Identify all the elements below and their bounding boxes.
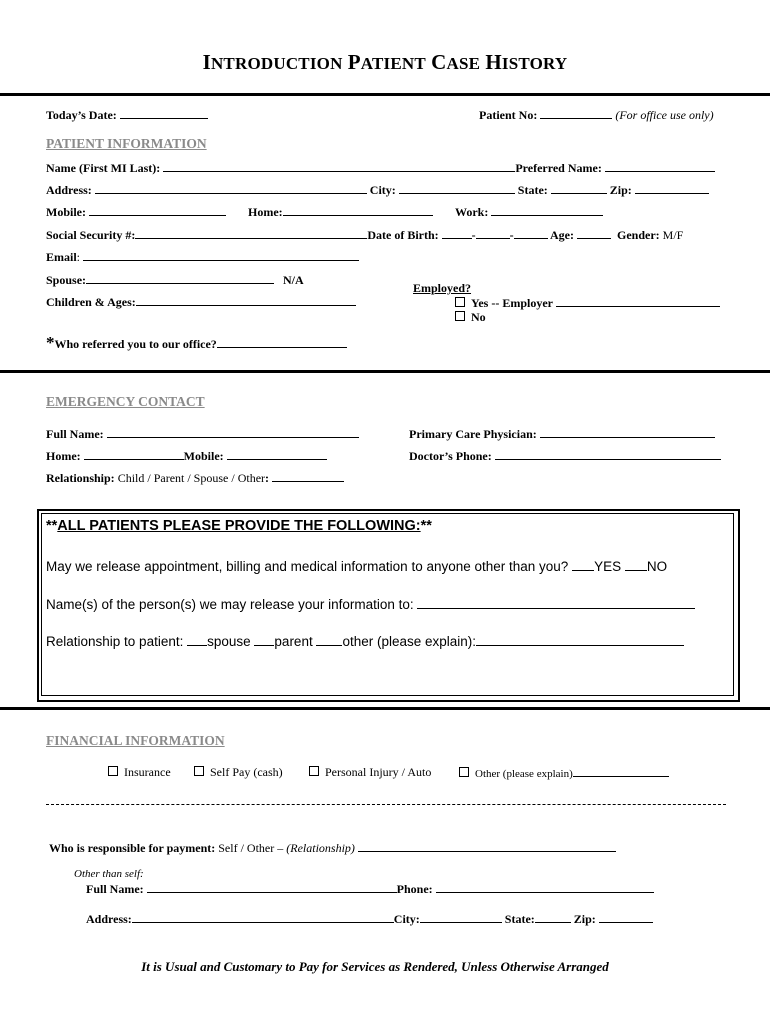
zip-field[interactable]: [635, 182, 709, 194]
other-blank[interactable]: [316, 634, 342, 646]
employer-field[interactable]: [556, 295, 720, 307]
release-names-field[interactable]: [417, 597, 695, 609]
ec-home-field[interactable]: [84, 448, 184, 460]
doctor-phone-label: Doctor’s Phone:: [409, 448, 721, 464]
responsible-row: Who is responsible for payment: Self / Other – (Relationship): [49, 840, 616, 856]
release-heading: **ALL PATIENTS PLEASE PROVIDE THE FOLLOWING:**: [46, 518, 432, 534]
release-relationship-row: Relationship to patient: spouse parent other (please explain):: [46, 634, 684, 649]
release-question: May we release appointment, billing and medical information to anyone other than you? YES NO: [46, 559, 668, 574]
ec-mobile-field[interactable]: [227, 448, 327, 460]
responsible-field[interactable]: [358, 840, 616, 852]
work-field[interactable]: [491, 204, 603, 216]
fin-name-row: Full Name: Phone:: [86, 881, 654, 897]
patient-info-heading: PATIENT INFORMATION: [46, 136, 207, 151]
state-field[interactable]: [551, 182, 607, 194]
dashed-divider: [46, 804, 726, 805]
parent-blank[interactable]: [254, 634, 274, 646]
address-row: Address: City: State: Zip:: [46, 182, 709, 198]
ssn-field[interactable]: [135, 227, 367, 239]
fin-full-name-field[interactable]: [147, 881, 397, 893]
todays-date-label: Today’s Date:: [46, 107, 208, 123]
employed-label: Employed?: [413, 281, 472, 295]
divider: [0, 93, 770, 96]
address-field[interactable]: [95, 182, 367, 194]
opt-self-pay[interactable]: Self Pay (cash): [194, 765, 283, 780]
opt-insurance[interactable]: Insurance: [108, 765, 171, 780]
divider: [0, 370, 770, 373]
release-yes-field[interactable]: [572, 559, 594, 571]
children-field[interactable]: [136, 294, 356, 306]
fin-address-field[interactable]: [132, 911, 394, 923]
preferred-name-field[interactable]: [605, 160, 715, 172]
mobile-label: Mobile:: [46, 204, 226, 220]
employed-no-row: No: [455, 310, 486, 325]
other-than-self-label: Other than self:: [74, 868, 144, 880]
home-field[interactable]: [283, 204, 433, 216]
employed-yes-row: Yes -- Employer: [455, 295, 720, 311]
other-checkbox[interactable]: [459, 767, 469, 777]
ssn-row: Social Security #: Date of Birth: - - Age: Gender: M/F: [46, 228, 684, 242]
patient-no-label: Patient No: (For office use only): [479, 108, 714, 122]
dob-day-field[interactable]: [476, 227, 510, 239]
ec-relationship-field[interactable]: [272, 470, 344, 482]
referred-field[interactable]: [217, 336, 347, 348]
financial-heading: FINANCIAL INFORMATION: [46, 733, 225, 748]
ec-full-name-field[interactable]: [107, 426, 359, 438]
spouse-field[interactable]: [86, 272, 274, 284]
opt-other[interactable]: Other (please explain): [459, 765, 669, 780]
doctor-phone-field[interactable]: [495, 448, 721, 460]
name-field[interactable]: [163, 160, 515, 172]
emergency-heading: EMERGENCY CONTACT: [46, 394, 205, 409]
fin-city-field[interactable]: [420, 911, 502, 923]
fin-phone-field[interactable]: [436, 881, 654, 893]
other-explain-financial-field[interactable]: [573, 765, 669, 777]
ec-full-name-label: Full Name:: [46, 426, 359, 442]
email-label: Email:: [46, 249, 359, 265]
opt-personal-injury[interactable]: Personal Injury / Auto: [309, 765, 431, 780]
age-field[interactable]: [577, 227, 611, 239]
page-title: INTRODUCTION PATIENT CASE HISTORY: [202, 50, 568, 74]
work-label: Work:: [455, 204, 603, 220]
mobile-field[interactable]: [89, 204, 226, 216]
fin-zip-field[interactable]: [599, 911, 653, 923]
city-field[interactable]: [399, 182, 515, 194]
spouse-blank[interactable]: [187, 634, 207, 646]
self-pay-checkbox[interactable]: [194, 766, 204, 776]
insurance-checkbox[interactable]: [108, 766, 118, 776]
fin-state-field[interactable]: [535, 911, 571, 923]
referred-label: *Who referred you to our office?: [46, 333, 347, 353]
email-field[interactable]: [83, 249, 359, 261]
personal-injury-checkbox[interactable]: [309, 766, 319, 776]
todays-date-field[interactable]: [120, 107, 208, 119]
home-label: Home:: [248, 204, 433, 220]
patient-no-field[interactable]: [540, 107, 612, 119]
other-explain-field[interactable]: [476, 634, 684, 646]
dob-month-field[interactable]: [442, 227, 472, 239]
spouse-label: Spouse: N/A: [46, 273, 304, 287]
ec-relationship-label: Relationship: Child / Parent / Spouse / Other:: [46, 470, 344, 486]
dob-year-field[interactable]: [514, 227, 548, 239]
pcp-field[interactable]: [540, 426, 715, 438]
fin-address-row: Address: City: State: Zip:: [86, 911, 653, 927]
children-label: Children & Ages:: [46, 294, 356, 310]
no-checkbox[interactable]: [455, 311, 465, 321]
release-names-row: Name(s) of the person(s) we may release your information to:: [46, 597, 695, 612]
yes-checkbox[interactable]: [455, 297, 465, 307]
ec-phone-row: Home: Mobile:: [46, 448, 327, 464]
footer-note: It is Usual and Customary to Pay for Services as Rendered, Unless Otherwise Arranged: [141, 959, 609, 974]
divider: [0, 707, 770, 710]
name-row: Name (First MI Last): Preferred Name:: [46, 160, 715, 176]
pcp-label: Primary Care Physician:: [409, 426, 715, 442]
release-no-field[interactable]: [625, 559, 647, 571]
